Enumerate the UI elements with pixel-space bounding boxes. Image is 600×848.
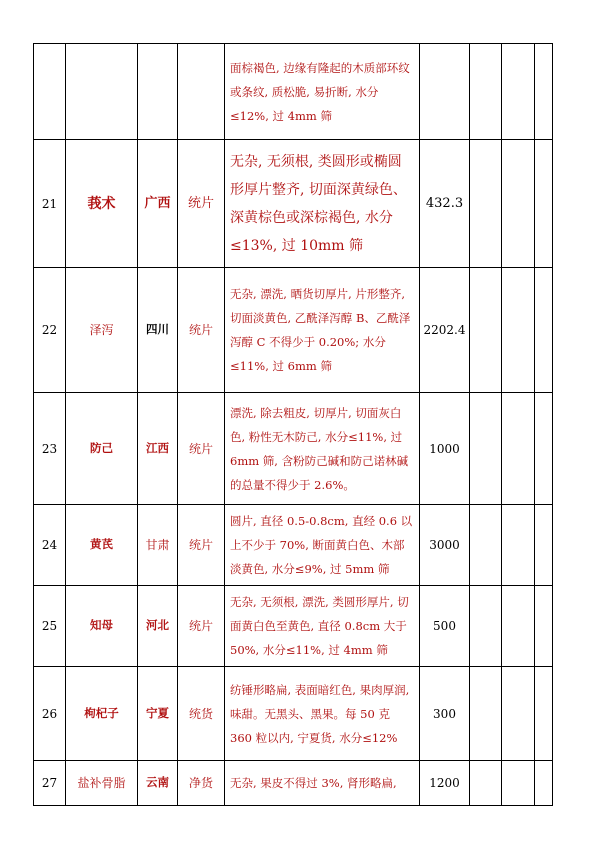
herb-spec-table — [33, 43, 553, 806]
quantity: 2202.4 — [420, 268, 470, 393]
row-number: 26 — [34, 667, 66, 761]
table-row — [34, 586, 553, 667]
table-row — [34, 505, 553, 586]
spec: 统片 — [178, 268, 225, 393]
herb-name: 枸杞子 — [66, 667, 138, 761]
herb-name: 盐补骨脂 — [66, 761, 138, 806]
spec: 统货 — [178, 667, 225, 761]
empty-cell — [502, 505, 535, 586]
table-row — [34, 761, 553, 806]
empty-cell — [470, 44, 502, 140]
row-number: 24 — [34, 505, 66, 586]
table-row — [34, 667, 553, 761]
empty-cell — [470, 667, 502, 761]
quantity: 300 — [420, 667, 470, 761]
origin: 四川 — [138, 268, 178, 393]
empty-cell — [535, 393, 553, 505]
empty-cell — [535, 761, 553, 806]
empty-cell — [470, 393, 502, 505]
empty-cell — [470, 505, 502, 586]
spec: 统片 — [178, 393, 225, 505]
row-number: 23 — [34, 393, 66, 505]
empty-cell — [502, 140, 535, 268]
empty-cell — [535, 44, 553, 140]
empty-cell — [502, 393, 535, 505]
quantity: 500 — [420, 586, 470, 667]
herb-name — [66, 44, 138, 140]
empty-cell — [470, 761, 502, 806]
spec: 净货 — [178, 761, 225, 806]
quality-description: 圆片, 直径 0.5-0.8cm, 直经 0.6 以上不少于 70%, 断面黄白色、木部淡黄色, 水分≤9%, 过 5mm 筛 — [225, 505, 420, 586]
empty-cell — [502, 268, 535, 393]
row-number — [34, 44, 66, 140]
empty-cell — [470, 586, 502, 667]
quality-description: 无杂, 漂洗, 晒货切厚片, 片形整齐, 切面淡黄色, 乙酰泽泻醇 B、乙酰泽泻醇 C 不得少于 0.20%; 水分≤11%, 过 6mm 筛 — [225, 268, 420, 393]
empty-cell — [502, 586, 535, 667]
quantity: 432.3 — [420, 140, 470, 268]
origin: 甘肃 — [138, 505, 178, 586]
origin: 河北 — [138, 586, 178, 667]
row-number: 22 — [34, 268, 66, 393]
empty-cell — [502, 44, 535, 140]
herb-name: 知母 — [66, 586, 138, 667]
quantity: 3000 — [420, 505, 470, 586]
empty-cell — [535, 505, 553, 586]
table-row — [34, 44, 553, 140]
empty-cell — [535, 268, 553, 393]
origin: 宁夏 — [138, 667, 178, 761]
herb-name: 莪术 — [66, 140, 138, 268]
table-row — [34, 268, 553, 393]
empty-cell — [535, 140, 553, 268]
spec: 统片 — [178, 140, 225, 268]
row-number: 27 — [34, 761, 66, 806]
empty-cell — [535, 667, 553, 761]
empty-cell — [470, 268, 502, 393]
herb-name: 泽泻 — [66, 268, 138, 393]
quality-description: 漂洗, 除去粗皮, 切厚片, 切面灰白色, 粉性无木防己, 水分≤11%, 过 6mm 筛, 含粉防己碱和防己诺林碱的总量不得少于 2.6%。 — [225, 393, 420, 505]
origin: 广西 — [138, 140, 178, 268]
table-row — [34, 393, 553, 505]
origin: 云南 — [138, 761, 178, 806]
empty-cell — [535, 586, 553, 667]
quality-description: 无杂, 果皮不得过 3%, 肾形略扁, — [225, 761, 420, 806]
quantity: 1000 — [420, 393, 470, 505]
row-number: 21 — [34, 140, 66, 268]
row-number: 25 — [34, 586, 66, 667]
empty-cell — [470, 140, 502, 268]
spec: 统片 — [178, 586, 225, 667]
table-row — [34, 140, 553, 268]
empty-cell — [502, 667, 535, 761]
quantity — [420, 44, 470, 140]
herb-name: 黄芪 — [66, 505, 138, 586]
quality-description: 无杂, 无须根, 漂洗, 类圆形厚片, 切面黄白色至黄色, 直径 0.8cm 大于 50%, 水分≤11%, 过 4mm 筛 — [225, 586, 420, 667]
quality-description: 无杂, 无须根, 类圆形或椭圆形厚片整齐, 切面深黄绿色、深黄棕色或深棕褐色, 水分≤13%, 过 10mm 筛 — [225, 140, 420, 268]
herb-name: 防己 — [66, 393, 138, 505]
origin: 江西 — [138, 393, 178, 505]
quality-description: 面棕褐色, 边缘有隆起的木质部环纹或条纹, 质松脆, 易折断, 水分≤12%, 过 4mm 筛 — [225, 44, 420, 140]
spec: 统片 — [178, 505, 225, 586]
origin — [138, 44, 178, 140]
empty-cell — [502, 761, 535, 806]
quality-description: 纺锤形略扁, 表面暗红色, 果肉厚润, 味甜。无黑头、黑果。每 50 克 360 粒以内, 宁夏货, 水分≤12% — [225, 667, 420, 761]
quantity: 1200 — [420, 761, 470, 806]
spec — [178, 44, 225, 140]
